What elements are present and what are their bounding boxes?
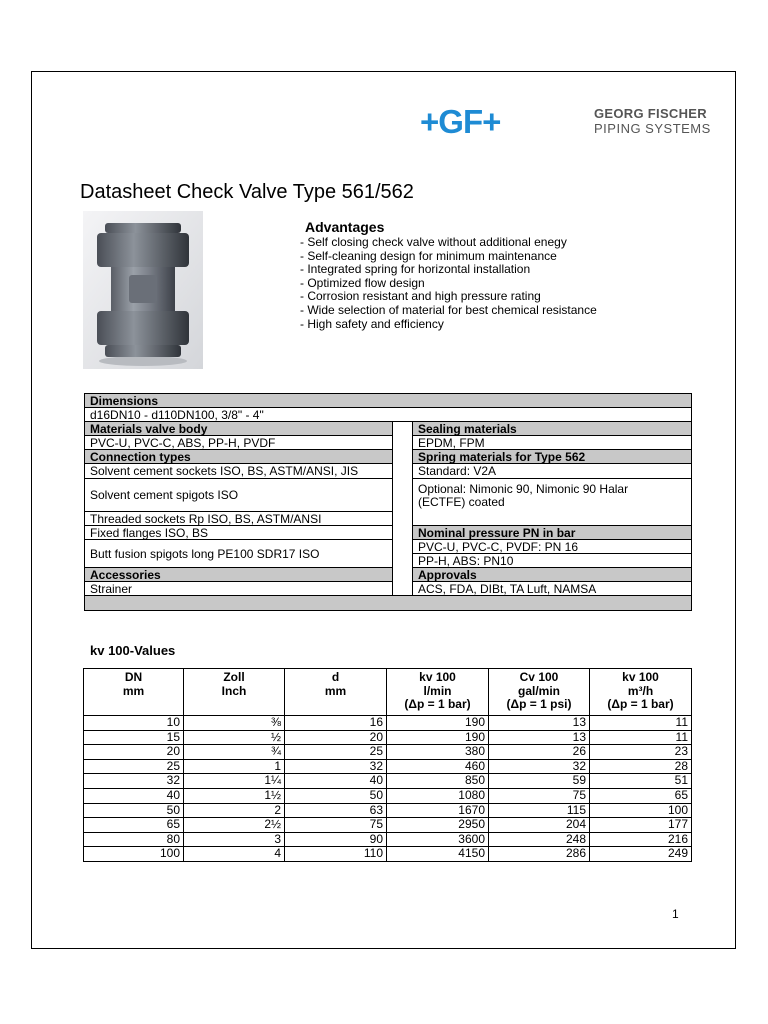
table-cell: 110 (285, 847, 387, 862)
advantage-item: - Self-cleaning design for minimum maintenance (300, 248, 557, 263)
table-cell: ¾ (184, 745, 285, 760)
table-cell: 1 (184, 759, 285, 774)
connection-type: Threaded sockets Rp ISO, BS, ASTM/ANSI (90, 512, 322, 526)
table-cell: 460 (387, 759, 489, 774)
table-row (84, 818, 692, 833)
table-cell: 90 (285, 832, 387, 847)
table-cell: 115 (489, 803, 590, 818)
table-cell: 4150 (387, 847, 489, 862)
table-cell: ⅜ (184, 716, 285, 731)
advantage-item: - Integrated spring for horizontal installation (300, 262, 531, 277)
table-cell: 1670 (387, 803, 489, 818)
page-number: 1 (672, 907, 679, 921)
table-cell: 1¼ (184, 774, 285, 789)
advantages-list (300, 236, 597, 331)
table-cell: 216 (590, 832, 692, 847)
table-row (84, 745, 692, 760)
table-cell: 4 (184, 847, 285, 862)
table-cell: 11 (590, 730, 692, 745)
table-cell: 2 (184, 803, 285, 818)
table-row (84, 774, 692, 789)
accessories-value: Strainer (90, 582, 133, 596)
table-cell: 32 (285, 759, 387, 774)
connection-type: Butt fusion spigots long PE100 SDR17 ISO (90, 546, 320, 561)
connection-type: Solvent cement spigots ISO (90, 488, 239, 502)
column-header: kv 100 m³/h (Δp = 1 bar) (590, 669, 692, 716)
kv-values-table (83, 668, 692, 862)
product-photo (83, 211, 203, 369)
table-cell: 59 (489, 774, 590, 789)
table-cell: 25 (84, 759, 184, 774)
kv-values-heading: kv 100-Values (90, 643, 176, 658)
connection-type: Fixed flanges ISO, BS (90, 526, 209, 540)
table-cell: 51 (590, 774, 692, 789)
table-cell: ½ (184, 730, 285, 745)
table-cell: 50 (285, 788, 387, 803)
table-row (84, 847, 692, 862)
table-cell: 80 (84, 832, 184, 847)
spec-table (84, 393, 692, 611)
table-cell: 248 (489, 832, 590, 847)
table-cell: 16 (285, 716, 387, 731)
document-title: Datasheet Check Valve Type 561/562 (80, 181, 414, 203)
gf-logo: +GF+ (420, 103, 501, 140)
connection-types-label: Connection types (85, 450, 393, 464)
spec-footer-bar (85, 596, 691, 610)
advantage-item: - Optimized flow design (300, 275, 425, 290)
table-cell: 10 (84, 716, 184, 731)
nominal-pressure-value: PP-H, ABS: PN10 (418, 554, 514, 568)
table-row (84, 730, 692, 745)
table-cell: 177 (590, 818, 692, 833)
table-cell: 75 (489, 788, 590, 803)
spring-optional: Optional: Nimonic 90, Nimonic 90 Halar (ECTFE) coated (418, 481, 629, 509)
spring-materials-label: Spring materials for Type 562 (413, 450, 691, 464)
advantages-heading: Advantages (305, 219, 385, 235)
table-cell: 20 (84, 745, 184, 760)
connection-type: Solvent cement sockets ISO, BS, ASTM/ANSI, JIS (90, 464, 359, 478)
column-header: Cv 100 gal/min (Δp = 1 psi) (489, 669, 590, 716)
table-cell: 2½ (184, 818, 285, 833)
dimensions-value: d16DN10 - d110DN100, 3/8" - 4" (90, 408, 264, 422)
table-cell: 1½ (184, 788, 285, 803)
approvals-label: Approvals (413, 568, 691, 582)
table-cell: 50 (84, 803, 184, 818)
table-cell: 65 (84, 818, 184, 833)
materials-body-value: PVC-U, PVC-C, ABS, PP-H, PVDF (90, 436, 276, 450)
table-cell: 100 (84, 847, 184, 862)
table-cell: 204 (489, 818, 590, 833)
table-row (84, 759, 692, 774)
table-cell: 13 (489, 730, 590, 745)
table-cell: 26 (489, 745, 590, 760)
dimensions-label: Dimensions (85, 394, 691, 408)
table-cell: 32 (84, 774, 184, 789)
table-cell: 15 (84, 730, 184, 745)
table-cell: 249 (590, 847, 692, 862)
kv-table-body (84, 716, 692, 862)
table-cell: 20 (285, 730, 387, 745)
table-cell: 380 (387, 745, 489, 760)
table-header-row (84, 669, 692, 716)
table-cell: 40 (285, 774, 387, 789)
company-name (594, 106, 711, 136)
advantage-item: - Wide selection of material for best chemical resistance (300, 302, 597, 317)
company-name-line2: PIPING SYSTEMS (594, 121, 711, 136)
advantage-item: - High safety and efficiency (300, 316, 444, 331)
table-cell: 3600 (387, 832, 489, 847)
table-cell: 65 (590, 788, 692, 803)
column-header: Zoll Inch (184, 669, 285, 716)
table-row (84, 788, 692, 803)
table-cell: 28 (590, 759, 692, 774)
table-cell: 11 (590, 716, 692, 731)
materials-body-label: Materials valve body (85, 422, 393, 436)
table-row (84, 716, 692, 731)
table-cell: 40 (84, 788, 184, 803)
advantage-item: - Corrosion resistant and high pressure rating (300, 289, 541, 304)
table-cell: 23 (590, 745, 692, 760)
sealing-materials-value: EPDM, FPM (418, 436, 485, 450)
table-cell: 2950 (387, 818, 489, 833)
company-name-line1: GEORG FISCHER (594, 106, 707, 121)
column-header: kv 100 l/min (Δp = 1 bar) (387, 669, 489, 716)
table-cell: 100 (590, 803, 692, 818)
spring-standard: Standard: V2A (418, 464, 497, 478)
table-cell: 25 (285, 745, 387, 760)
table-cell: 75 (285, 818, 387, 833)
accessories-label: Accessories (85, 568, 393, 582)
advantage-item: - Self closing check valve without additional enegy (300, 235, 567, 249)
table-cell: 1080 (387, 788, 489, 803)
sealing-materials-label: Sealing materials (413, 422, 691, 436)
table-cell: 13 (489, 716, 590, 731)
nominal-pressure-value: PVC-U, PVC-C, PVDF: PN 16 (418, 540, 579, 554)
table-cell: 286 (489, 847, 590, 862)
nominal-pressure-label: Nominal pressure PN in bar (413, 526, 691, 540)
table-row (84, 803, 692, 818)
column-header: d mm (285, 669, 387, 716)
table-cell: 3 (184, 832, 285, 847)
table-row (84, 832, 692, 847)
table-cell: 190 (387, 716, 489, 731)
table-cell: 32 (489, 759, 590, 774)
table-cell: 190 (387, 730, 489, 745)
approvals-value: ACS, FDA, DIBt, TA Luft, NAMSA (418, 582, 597, 596)
table-cell: 850 (387, 774, 489, 789)
column-header: DN mm (84, 669, 184, 716)
table-cell: 63 (285, 803, 387, 818)
